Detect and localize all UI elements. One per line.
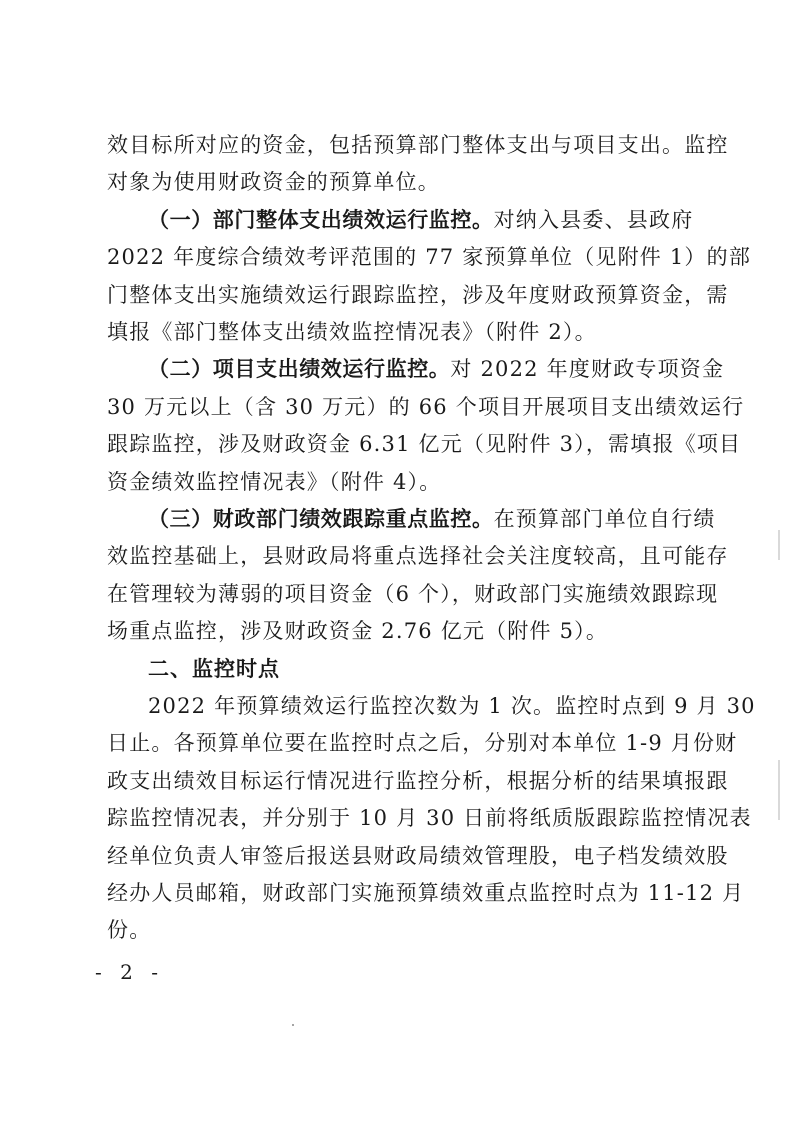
paragraph-text: 对 2022 年度财政专项资金 (450, 357, 725, 381)
paragraph-line: 经办人员邮箱，财政部门实施预算绩效重点监控时点为 11-12 月 (107, 881, 745, 905)
scan-edge-mark (778, 530, 780, 560)
paragraph-text: 对纳入县委、县政府 (493, 208, 694, 232)
paragraph-line: 30 万元以上（含 30 万元）的 66 个项目开展项目支出绩效运行 (107, 395, 745, 419)
paragraph-line: 在管理较为薄弱的项目资金（6 个），财政部门实施绩效跟踪现 (107, 582, 719, 606)
scan-edge-mark (778, 760, 780, 820)
paragraph-line (148, 206, 693, 235)
paragraph-line: 日止。各预算单位要在监控时点之后，分别对本单位 1-9 月份财 (107, 731, 738, 755)
paragraph-line: 踪监控情况表，并分别于 10 月 30 日前将纸质版跟踪监控情况表 (107, 806, 752, 830)
paragraph-line: 政支出绩效目标运行情况进行监控分析，根据分析的结果填报跟 (107, 769, 729, 793)
paragraph-line (148, 505, 716, 534)
page-number: - 2 - (95, 960, 164, 984)
paragraph-line: 效监控基础上，县财政局将重点选择社会关注度较高，且可能存 (107, 544, 729, 568)
paragraph-line: 填报《部门整体支出绩效监控情况表》（附件 2）。 (107, 320, 597, 344)
paragraph-line: 份。 (107, 918, 152, 942)
scan-speck (292, 1024, 294, 1026)
section-heading-1: （一）部门整体支出绩效运行监控。 (148, 208, 494, 232)
paragraph-line: 对象为使用财政资金的预算单位。 (107, 170, 440, 194)
paragraph-line: 门整体支出实施绩效运行跟踪监控，涉及年度财政预算资金，需 (107, 283, 729, 307)
paragraph-line: 2022 年预算绩效运行监控次数为 1 次。监控时点到 9 月 30 (148, 694, 756, 718)
paragraph-line (148, 355, 724, 384)
paragraph-line: 经单位负责人审签后报送县财政局绩效管理股，电子档发绩效股 (107, 844, 729, 868)
section-heading-2: （二）项目支出绩效运行监控。 (148, 357, 451, 381)
paragraph-line: 2022 年度综合绩效考评范围的 77 家预算单位（见附件 1）的部 (107, 245, 752, 269)
section-heading-3: （三）财政部门绩效跟踪重点监控。 (148, 507, 494, 531)
paragraph-text: 在预算部门单位自行绩 (493, 507, 716, 531)
paragraph-line: 资金绩效监控情况表》（附件 4）。 (107, 470, 442, 494)
chapter-heading: 二、监控时点 (148, 657, 280, 681)
paragraph-line: 效目标所对应的资金，包括预算部门整体支出与项目支出。监控 (107, 133, 729, 157)
paragraph-line: 跟踪监控，涉及财政资金 6.31 亿元（见附件 3），需填报《项目 (107, 432, 742, 456)
paragraph-line: 场重点监控，涉及财政资金 2.76 亿元（附件 5）。 (107, 619, 609, 643)
